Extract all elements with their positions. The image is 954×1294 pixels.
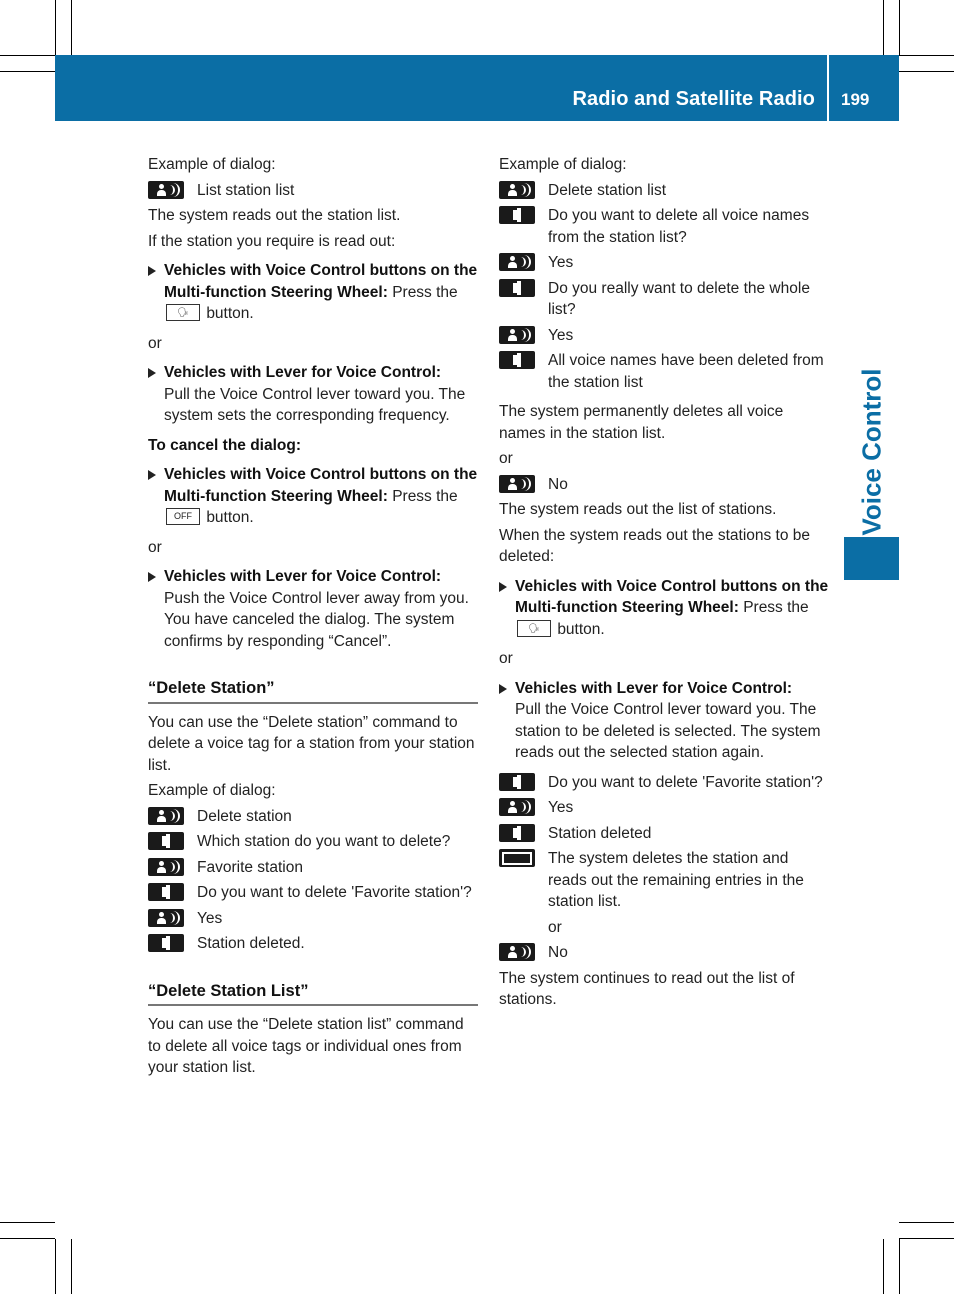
- speaking-person-icon: [499, 181, 535, 199]
- dialog-text: Do you really want to delete the whole list?: [548, 279, 810, 318]
- step-text: Pull the Voice Control lever toward you. The station to be deleted is selected. The system reads out the selected station again.: [515, 701, 821, 761]
- crop-mark: [71, 1239, 72, 1294]
- voice-off-button-icon: OFF: [166, 508, 200, 525]
- speaking-person-icon: [148, 807, 184, 825]
- speaker-icon: [148, 832, 184, 850]
- triangle-arrow-icon: [499, 582, 507, 592]
- or-text: or: [548, 918, 562, 936]
- step-text: button.: [557, 620, 605, 638]
- dialog-text: Which station do you want to delete?: [197, 833, 451, 850]
- step-heading: Vehicles with Voice Control buttons on the Multi-function Steering Wheel:: [515, 577, 829, 616]
- instruction-step: [148, 260, 478, 325]
- speaker-icon: [499, 206, 535, 224]
- crop-mark: [71, 0, 72, 55]
- paragraph: Example of dialog:: [148, 156, 276, 173]
- speaking-person-icon: [499, 253, 535, 271]
- dialog-text: Station deleted.: [197, 935, 305, 952]
- step-text: You have canceled the dialog. The system confirms by responding “Cancel”.: [164, 611, 455, 650]
- section-heading: “Delete Station”: [148, 678, 478, 704]
- dialog-text: Do you want to delete all voice names from the station list?: [548, 207, 810, 246]
- triangle-arrow-icon: [148, 572, 156, 582]
- speaking-person-icon: [499, 798, 535, 816]
- crop-mark: [55, 0, 56, 55]
- crop-mark: [55, 1239, 56, 1294]
- paragraph: The system reads out the station list.: [148, 207, 401, 224]
- dialog-text: List station list: [197, 181, 295, 199]
- or-text: or: [499, 450, 513, 467]
- dialog-text: Yes: [197, 909, 223, 927]
- step-heading: Vehicles with Lever for Voice Control:: [164, 364, 442, 381]
- or-text: or: [499, 650, 513, 667]
- or-text: or: [148, 538, 162, 556]
- step-heading: Vehicles with Voice Control buttons on the Multi-function Steering Wheel:: [164, 262, 478, 301]
- dialog-text: No: [548, 944, 568, 961]
- crop-mark: [0, 55, 55, 56]
- dialog-line: [499, 252, 830, 274]
- dialog-line: [499, 772, 830, 794]
- crop-mark: [883, 1239, 884, 1294]
- instruction-step: [148, 362, 478, 427]
- dialog-line: [148, 806, 478, 828]
- paragraph: If the station you require is read out:: [148, 232, 396, 250]
- dialog-line: [148, 831, 478, 853]
- dialog-line: [148, 857, 478, 879]
- dialog-line: [499, 278, 830, 321]
- dialog-line: [148, 882, 478, 904]
- dialog-text: Station deleted: [548, 824, 652, 842]
- dialog-example: [148, 806, 478, 955]
- step-text: button.: [206, 509, 254, 526]
- dialog-line: [499, 325, 830, 347]
- paragraph: You can use the “Delete station list” command to delete all voice tags or individual ones from your station list.: [148, 1016, 464, 1076]
- instruction-step: [148, 464, 478, 529]
- speaker-icon: [499, 279, 535, 297]
- speaker-icon: [499, 824, 535, 842]
- dialog-text: Yes: [548, 799, 574, 816]
- speaking-person-icon: [148, 181, 184, 199]
- paragraph: The system continues to read out the list of stations.: [499, 969, 795, 1008]
- crop-mark: [899, 1238, 954, 1239]
- dialog-line: [148, 180, 478, 202]
- dialog-line: [148, 908, 478, 930]
- voice-control-button-icon: 🗣: [517, 620, 551, 637]
- dialog-text: Yes: [548, 254, 574, 271]
- paragraph: The system permanently deletes all voice names in the station list.: [499, 403, 784, 442]
- crop-mark: [899, 71, 954, 72]
- voice-control-button-icon: 🗣: [166, 304, 200, 321]
- chapter-tab-marker: [844, 537, 899, 580]
- instruction-step: [499, 678, 830, 764]
- paragraph: Example of dialog:: [499, 156, 627, 173]
- speaking-person-icon: [499, 326, 535, 344]
- step-text: Press the: [392, 283, 458, 301]
- dialog-line: [499, 848, 830, 913]
- dialog-text: Yes: [548, 326, 574, 344]
- header-divider: [827, 55, 829, 121]
- dialog-text: Favorite station: [197, 858, 303, 876]
- crop-mark: [0, 71, 55, 72]
- dialog-line: [499, 823, 830, 845]
- crop-mark: [0, 1222, 55, 1223]
- crop-mark: [899, 1239, 900, 1294]
- speaking-person-icon: [148, 858, 184, 876]
- dialog-text: All voice names have been deleted from the station list: [548, 352, 824, 391]
- crop-mark: [899, 55, 954, 56]
- crop-mark: [0, 1238, 55, 1239]
- left-column: [148, 154, 478, 1079]
- dialog-line: [499, 350, 830, 393]
- dialog-example: [499, 772, 830, 913]
- dialog-text: Delete station: [197, 807, 292, 825]
- subheading: To cancel the dialog:: [148, 436, 302, 454]
- triangle-arrow-icon: [148, 470, 156, 480]
- dialog-text: No: [548, 475, 568, 493]
- speaking-person-icon: [148, 909, 184, 927]
- step-heading: Vehicles with Lever for Voice Control:: [164, 568, 442, 585]
- instruction-step: [148, 566, 478, 652]
- triangle-arrow-icon: [148, 266, 156, 276]
- page-number: 199: [841, 90, 870, 109]
- dialog-line: [148, 933, 478, 955]
- dialog-line: [499, 180, 830, 202]
- paragraph: When the system reads out the stations to be deleted:: [499, 526, 811, 565]
- paragraph: Example of dialog:: [148, 782, 276, 799]
- section-title: Radio and Satellite Radio: [572, 88, 815, 110]
- dialog-text: Do you want to delete 'Favorite station'?: [548, 773, 823, 791]
- dialog-line: [499, 942, 830, 964]
- dialog-example: [499, 180, 830, 394]
- step-text: Press the: [743, 599, 809, 616]
- speaker-icon: [148, 934, 184, 952]
- dialog-text: The system deletes the station and reads out the remaining entries in the station list.: [548, 850, 804, 910]
- step-heading: Vehicles with Lever for Voice Control:: [515, 679, 793, 697]
- step-text: Pull the Voice Control lever toward you. The system sets the corresponding frequency.: [164, 385, 466, 424]
- crop-mark: [883, 0, 884, 55]
- speaking-person-icon: [499, 475, 535, 493]
- dialog-text: Delete station list: [548, 181, 667, 199]
- step-text: Push the Voice Control lever away from you.: [164, 589, 469, 607]
- paragraph: The system reads out the list of stations.: [499, 501, 777, 518]
- instruction-step: [499, 576, 830, 641]
- speaker-icon: [499, 773, 535, 791]
- section-heading: “Delete Station List”: [148, 981, 478, 1007]
- step-text: Press the: [392, 487, 458, 505]
- dialog-text: Do you want to delete 'Favorite station'?: [197, 884, 472, 901]
- speaking-person-icon: [499, 943, 535, 961]
- step-heading: Vehicles with Voice Control buttons on the Multi-function Steering Wheel:: [164, 466, 478, 505]
- dialog-line: [499, 797, 830, 819]
- dialog-line: [499, 474, 830, 496]
- paragraph: You can use the “Delete station” command to delete a voice tag for a station from your station list.: [148, 713, 475, 774]
- chapter-tab-label: Voice Control: [856, 368, 887, 536]
- crop-mark: [899, 1222, 954, 1223]
- page-header: [55, 55, 899, 121]
- display-icon: [499, 849, 535, 867]
- triangle-arrow-icon: [148, 368, 156, 378]
- step-text: button.: [206, 305, 254, 322]
- triangle-arrow-icon: [499, 684, 507, 694]
- crop-mark: [899, 0, 900, 55]
- speaker-icon: [148, 883, 184, 901]
- dialog-line: [499, 205, 830, 248]
- right-column: [499, 154, 830, 1011]
- speaker-icon: [499, 351, 535, 369]
- or-text: or: [148, 334, 162, 352]
